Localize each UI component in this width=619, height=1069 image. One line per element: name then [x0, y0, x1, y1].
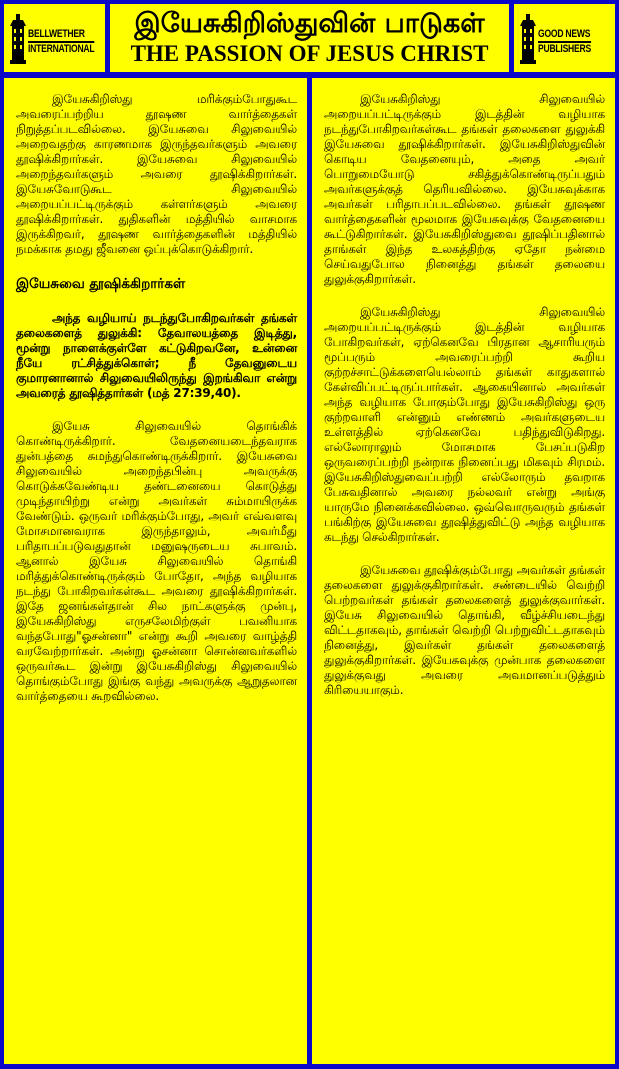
page-title-english: THE PASSION OF JESUS CHRIST [130, 41, 489, 66]
left-paragraph-1: இயேசுகிறிஸ்து மரிக்கும்போதுகூட அவரைப்பற்றிய தூஷண வார்த்தைகள் நிறுத்தப்படவில்லை. இயேசுவை சிலுவையில் அறைவதற்கு காரணமாக இருந்தவர்களும் அவரை தூஷிக்கிறார்கள். இயேசுவை சிலுவையில் அறைந்தவர்களும் அவரை தூஷிக்கிறார்கள். இயேசுவோடுகூட சிலுவையில் அறையப்பட்டிருக்கும் கள்ளர்களும் அவரை தூஷிக்கிறார்கள். துதிகளின் மத்தியில் வாசமாக இருக்கிறவர், தூஷண வார்த்தைகளின் மத்தியில் நமக்காக தமது ஜீவனை ஒப்புக்கொடுக்கிறார். [16, 92, 297, 256]
building-icon [10, 14, 26, 64]
section-heading: இயேசுவை தூஷிக்கிறார்கள் [16, 276, 186, 292]
left-logo-line1: BELLWETHER [28, 28, 94, 43]
left-logo-line2: INTERNATIONAL [28, 43, 95, 55]
left-paragraph-2: இயேசு சிலுவையில் தொங்கிக் கொண்டிருக்கிறார். வேதனையடைந்தவராக துன்பத்தை சுமந்துகொண்டிருக்கிறார். இயேசுவை சிலுவையில் அறைந்தபின்பு அவருக்கு கொடுக்கவேண்டிய தண்டனையை கொடுத்து முடிந்தாயிற்று என்று அவர்கள் சும்மாயிருக்க வேண்டும். ஒருவர் மரிக்கும்போது, அவர் எவ்வளவு மோசமானவராக இருந்தாலும், அவர்மீது பரிதாபப்படுவதுதான் மனுஷருடைய சுபாவம். ஆனால் இயேசு சிலுவையில் தொங்கி மரித்துக்கொண்டிருக்கும் போதோ, அந்த வழியாக நடந்து போகிறவர்கள்கூட அவரை தூஷிக்கிறார்கள். இதே ஜனங்கள்தான் சில நாட்களுக்கு முன்பு, இயேசுகிறிஸ்து எருசலேமிற்குள் பவனியாக வந்தபோது"ஓசன்னா" என்று கூறி அவரை வாழ்த்தி வரவேற்றார்கள். அன்று ஓசன்னா சொன்னவர்களில் ஒருவர்கூட இன்று இயேசுகிறிஸ்து சிலுவையில் தொங்கும்போது இங்கு வந்து அவருக்கு ஆறுதலான வார்த்தையை கூறவில்லை. [16, 419, 297, 703]
title-banner [110, 4, 509, 72]
right-paragraph-1: இயேசுகிறிஸ்து சிலுவையில் அறையப்பட்டிருக்கும் இடத்தின் வழியாக நடந்துபோகிறவர்கள்கூட தங்கள் தலைகளை துலுக்கி இயேசுவை தூஷிக்கிறார்கள். இயேசுகிறிஸ்துவின் கொடிய வேதனையும், அதை அவர் பொறுமையோடு சகித்துக்கொண்டிருப்பதும் அவர்களுக்குத் தெரியவில்லை. இயேசுவுக்காக அவர்கள் பரிதாபப்படவில்லை. தங்கள் தூஷண வார்த்தைகளின் மூலமாக இயேசுவுக்கு வேதனையை கூட்டுகிறார்கள். இயேசுகிறிஸ்துவை தூஷிப்பதினால் தாங்கள் இந்த உலகத்திற்கு ஏதோ நன்மை செய்வதுபோல நினைத்து தங்கள் தலையை துலுக்குகிறார்கள். [324, 92, 605, 286]
right-logo-line1: GOOD NEWS [538, 28, 591, 43]
good-news-publishers-logo [514, 4, 615, 72]
right-paragraph-3: இயேசுவை தூஷிக்கும்போது அவர்கள் தங்கள் தலைகளை துலுக்குகிறார்கள். சண்டையில் வெற்றி பெற்றவர்கள் தங்கள் தலைகளைத் துலுக்குவார்கள். இயேசு சிலுவையில் தொங்கி, வீழ்ச்சியடைந்து விட்டதாகவும், தாங்கள் வெற்றி பெற்றுவிட்டதாகவும் நினைத்து, இவர்கள் தங்கள் தலைகளைத் துலுக்குகிறார்கள். இயேசுவுக்கு முன்பாக தலைகளை துலுக்குவது அவரை அவமானப்படுத்தும் கிரியையாகும். [324, 563, 605, 697]
scripture-quote: அந்த வழியாய் நடந்துபோகிறவர்கள் தங்கள் தலைகளைத் துலுக்கி: தேவாலயத்தை இடித்து, மூன்று நாளைக்குள்ளே கட்டுகிறவனே, உன்னை நீயே ரட்சித்துக்கொள்; நீ தேவனுடைய குமாரனானால் சிலுவையிலிருந்து இறங்கிவா என்று அவரைத் தூஷித்தார்கள் (மத் 27:39,40). [16, 311, 297, 400]
right-column [312, 78, 615, 1064]
left-column [4, 78, 307, 1064]
building-icon [520, 14, 536, 64]
page-title-tamil: இயேசுகிறிஸ்துவின் பாடுகள் [134, 8, 485, 39]
right-paragraph-2: இயேசுகிறிஸ்து சிலுவையில் அறையப்பட்டிருக்கும் இடத்தின் வழியாக போகிறவர்கள், ஏற்கெனவே பிரதான ஆசாரியரும் மூப்பரும் அவரைப்பற்றி கூறிய குற்றச்சாட்டுக்களையெல்லாம் தங்கள் காதுகளால் கேள்விப்பட்டிருப்பார்கள். ஆகையினால் அவர்கள் அந்த வழியாக போகும்போது இயேசுகிறிஸ்து ஒரு குற்றவாளி என்னும் எண்ணம் அவர்களுடைய உள்ளத்தில் ஏற்கெனவே பதிந்துவிடுகிறது. எல்லோராலும் மோசமாக பேசப்படுகிற ஒருவரைப்பற்றி நன்றாக நினைப்பது மிகவும் சிரமம். இயேசுகிறிஸ்துவைப்பற்றி எல்லோரும் தவறாக பேசுவதினால் அவரை நல்லவர் என்று அங்கு யாருமே நினைக்கவில்லை. ஒவ்வொருவரும் தங்கள் பங்கிற்கு இயேசுவை தூஷித்துவிட்டு அந்த வழியாக கடந்து செல்கிறார்கள். [324, 305, 605, 544]
bellwether-logo [4, 4, 105, 72]
right-logo-line2: PUBLISHERS [538, 43, 591, 55]
